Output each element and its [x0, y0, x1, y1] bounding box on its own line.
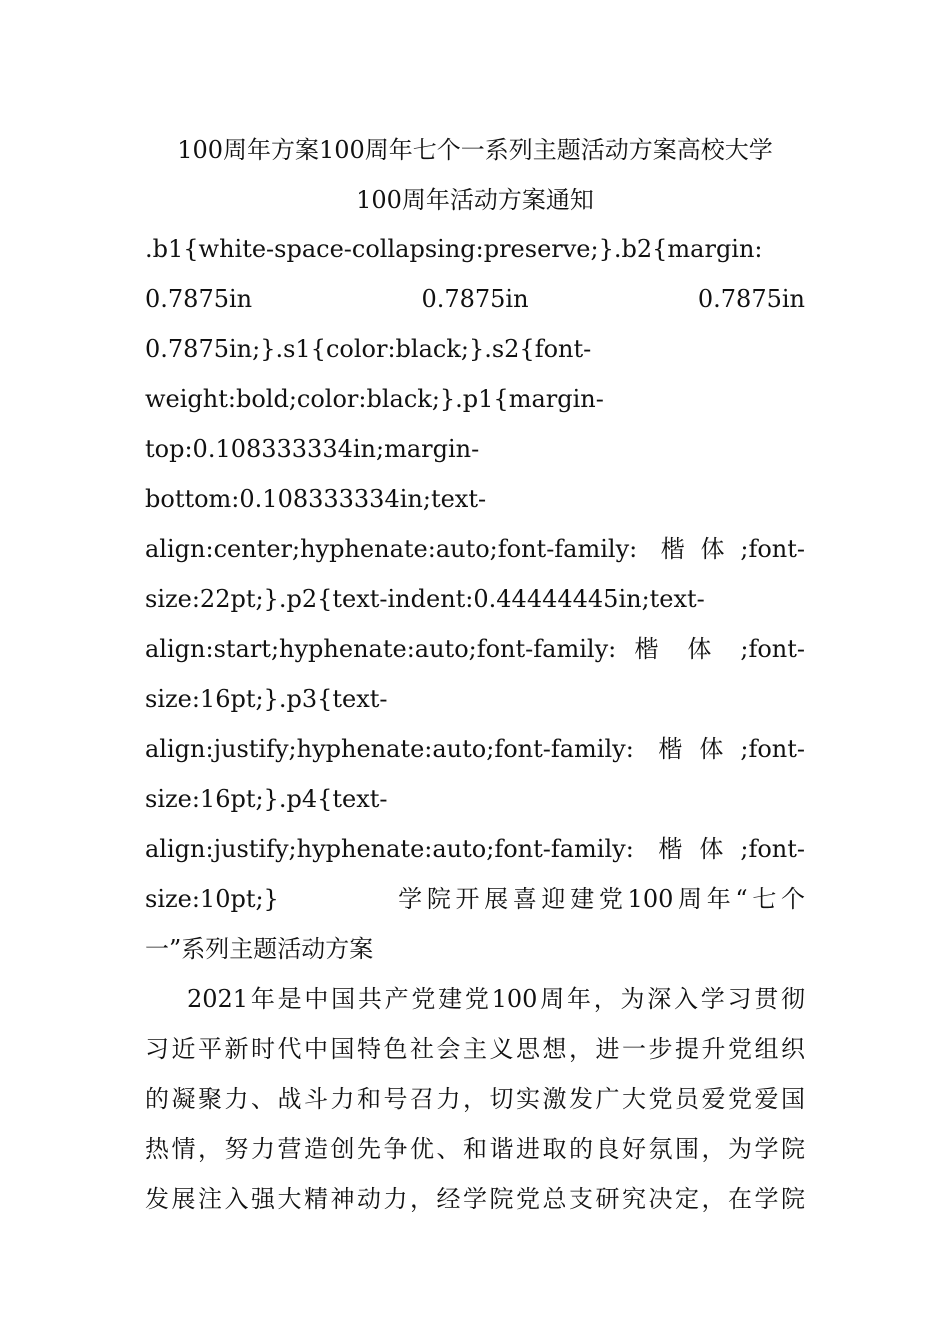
paragraph-line-5: 发展注入强大精神动力，经学院党总支研究决定，在学院: [145, 1185, 805, 1213]
body-line-4: weight:bold;color:black;}.p1{margin-: [145, 385, 604, 413]
body-line-1: .b1{white-space-collapsing:preserve;}.b2{margin:: [145, 235, 763, 263]
body-line-6: bottom:0.108333334in;text-: [145, 485, 487, 513]
paragraph-line-1: 2021年是中国共产党建党100周年，为深入学习贯彻: [187, 985, 805, 1013]
body-line-15: 一”系列主题活动方案: [145, 935, 374, 963]
body-line-14: size:10pt;} 学院开展喜迎建党100周年“七个: [145, 885, 805, 913]
body-line-12: size:16pt;}.p4{text-: [145, 785, 388, 813]
body-line-7: align:center;hyphenate:auto;font-family: 楷体;font-: [145, 535, 805, 563]
body-line-3: 0.7875in;}.s1{color:black;}.s2{font-: [145, 335, 592, 363]
document-title-line-1: 100周年方案100周年七个一系列主题活动方案高校大学: [177, 136, 773, 164]
paragraph-line-4: 热情，努力营造创先争优、和谐进取的良好氛围，为学院: [145, 1135, 805, 1163]
body-line-5: top:0.108333334in;margin-: [145, 435, 480, 463]
paragraph-line-3: 的凝聚力、战斗力和号召力，切实激发广大党员爱党爱国: [145, 1085, 805, 1113]
body-line-8: size:22pt;}.p2{text-indent:0.44444445in;text-: [145, 585, 705, 613]
document-title-line-2: 100周年活动方案通知: [356, 186, 594, 214]
body-line-10: size:16pt;}.p3{text-: [145, 685, 388, 713]
body-line-9: align:start;hyphenate:auto;font-family: 楷 体 ;font-: [145, 635, 805, 663]
paragraph-line-2: 习近平新时代中国特色社会主义思想，进一步提升党组织: [145, 1035, 805, 1063]
body-line-2: 0.7875in 0.7875in 0.7875in: [145, 285, 805, 313]
body-line-11: align:justify;hyphenate:auto;font-family: 楷体;font-: [145, 735, 805, 763]
body-line-13: align:justify;hyphenate:auto;font-family: 楷体;font-: [145, 835, 805, 863]
